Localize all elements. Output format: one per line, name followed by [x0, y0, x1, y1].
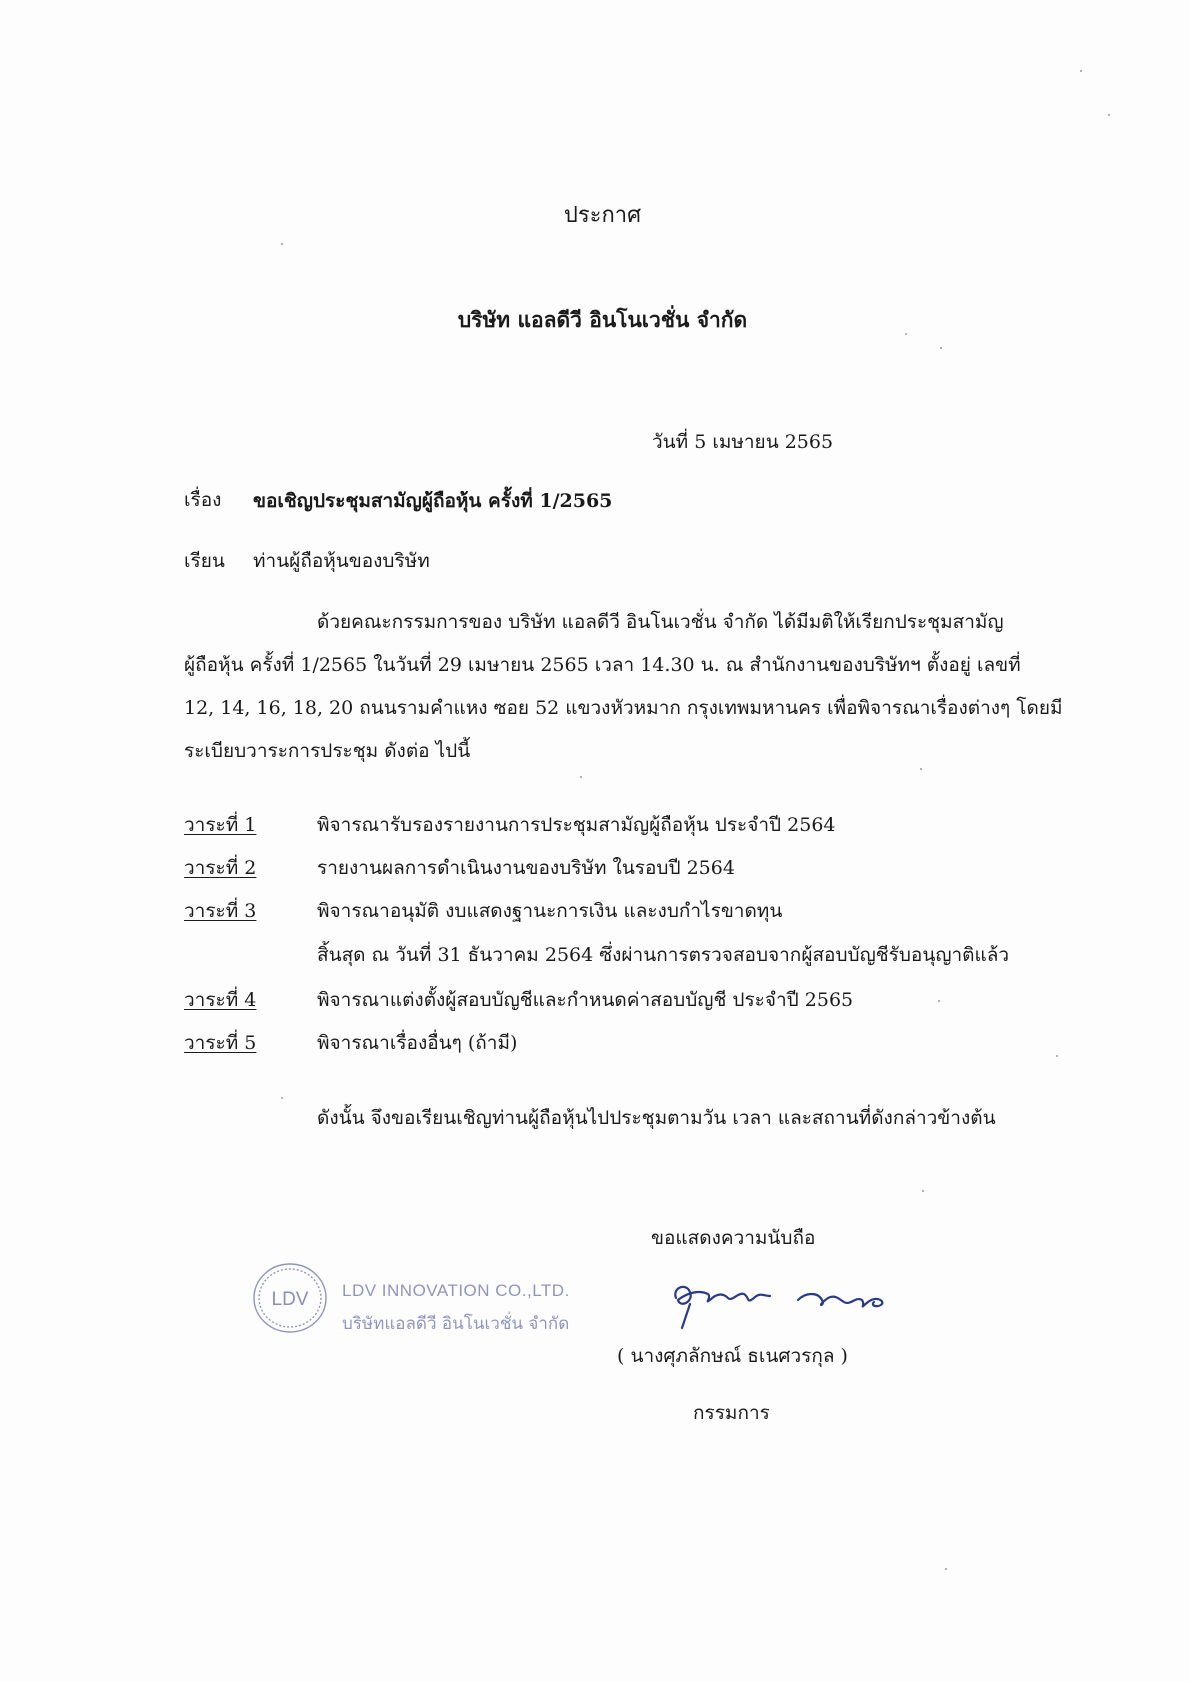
scan-speck [945, 1568, 947, 1570]
stamp-name-en: LDV INNOVATION CO.,LTD. [342, 1281, 570, 1300]
agenda-text: พิจารณาแต่งตั้งผู้สอบบัญชีและกำหนดค่าสอบบัญชี ประจำปี 2565 [317, 989, 854, 1011]
scan-speck [922, 1190, 924, 1192]
document-date: วันที่ 5 เมษายน 2565 [652, 431, 834, 453]
regards-text: ขอแสดงความนับถือ [651, 1227, 816, 1249]
agenda-label: วาระที่ 3 [184, 900, 257, 922]
agenda-text: รายงานผลการดำเนินงานของบริษัท ในรอบปี 2564 [317, 857, 735, 879]
agenda-label: วาระที่ 1 [184, 814, 257, 836]
scan-speck [938, 1000, 940, 1002]
scan-speck [920, 768, 922, 770]
agenda-text-continued: สิ้นสุด ณ วันที่ 31 ธันวาคม 2564 ซึ่งผ่านการตรวจสอบจากผู้สอบบัญชีรับอนุญาติแล้ว [317, 944, 1010, 966]
stamp-name-th: บริษัทแอลดีวี อินโนเวชั่น จำกัด [342, 1314, 570, 1334]
stamp-logo: LDV [271, 1289, 309, 1310]
agenda-text: พิจารณาเรื่องอื่นๆ (ถ้ามี) [317, 1032, 518, 1054]
scan-speck [1080, 70, 1082, 72]
scan-speck [580, 776, 582, 778]
agenda-text: พิจารณารับรองรายงานการประชุมสามัญผู้ถือหุ้น ประจำปี 2564 [317, 814, 836, 836]
paragraph-line: ด้วยคณะกรรมการของ บริษัท แอลดีวี อินโนเวชั่น จำกัด ได้มีมติให้เรียกประชุมสามัญ [317, 611, 1004, 633]
paragraph-line: ผู้ถือหุ้น ครั้งที่ 1/2565 ในวันที่ 29 เมษายน 2565 เวลา 14.30 น. ณ สำนักงานของบริษัทฯ ตั้งอยู่ เลขที่ [184, 654, 1021, 676]
scan-speck [905, 333, 907, 335]
agenda-label: วาระที่ 5 [184, 1032, 257, 1054]
agenda-text: พิจารณาอนุมัติ งบแสดงฐานะการเงิน และงบกำไรขาดทุน [317, 900, 783, 922]
signature [668, 1270, 908, 1340]
closing-text: ดังนั้น จึงขอเรียนเชิญท่านผู้ถือหุ้นไปประชุมตามวัน เวลา และสถานที่ดังกล่าวข้างต้น [317, 1107, 996, 1129]
paragraph-line: ระเบียบวาระการประชุม ดังต่อ ไปนี้ [184, 740, 471, 762]
document-title: ประกาศ [563, 203, 642, 228]
scan-speck [940, 347, 942, 349]
agenda-label: วาระที่ 2 [184, 857, 257, 879]
scan-speck [1108, 114, 1110, 116]
scan-speck [281, 1097, 283, 1099]
scan-speck [281, 243, 283, 245]
subject-text: ขอเชิญประชุมสามัญผู้ถือหุ้น ครั้งที่ 1/2565 [253, 490, 613, 512]
agenda-label: วาระที่ 4 [184, 989, 257, 1011]
signer-name: ( นางศุภลักษณ์ ธเนศวรกุล ) [617, 1345, 848, 1367]
recipient-label: เรียน [184, 550, 225, 572]
subject-label: เรื่อง [184, 489, 222, 511]
recipient-text: ท่านผู้ถือหุ้นของบริษัท [253, 550, 430, 572]
signer-position: กรรมการ [693, 1402, 770, 1424]
company-stamp [250, 1256, 600, 1346]
company-name: บริษัท แอลดีวี อินโนเวชั่น จำกัด [457, 307, 748, 332]
paragraph-line: 12, 14, 16, 18, 20 ถนนรามคำแหง ซอย 52 แขวงหัวหมาก กรุงเทพมหานคร เพื่อพิจารณาเรื่องต่างๆ โดยมี [184, 697, 1063, 719]
scan-speck [1056, 1055, 1058, 1057]
